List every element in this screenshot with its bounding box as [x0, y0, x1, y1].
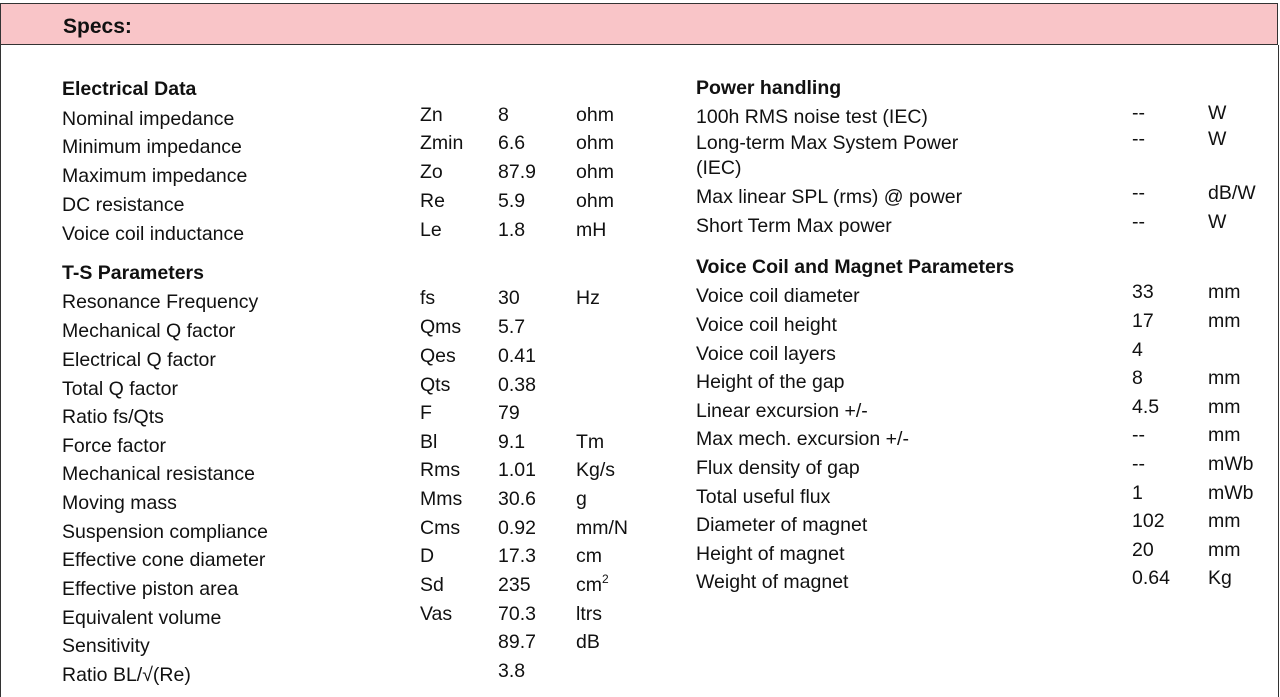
spec-label: Height of magnet: [696, 543, 845, 565]
spec-label: Effective piston area: [62, 578, 239, 600]
spec-value: 30.6: [498, 488, 536, 510]
spec-value: 1.8: [498, 219, 526, 241]
spec-value: 8: [1132, 367, 1143, 389]
spec-symbol: Zmin: [420, 132, 464, 154]
spec-label: Total Q factor: [62, 378, 178, 400]
power-heading: Power handling: [696, 77, 842, 99]
spec-label: Maximum impedance: [62, 165, 248, 187]
spec-value: 0.92: [498, 517, 536, 539]
spec-label: Max mech. excursion +/-: [696, 428, 909, 450]
spec-unit: Tm: [576, 431, 605, 453]
spec-value: 1: [1132, 482, 1143, 504]
spec-value: 89.7: [498, 631, 536, 653]
spec-unit: mm/N: [576, 517, 628, 539]
spec-label: Diameter of magnet: [696, 514, 868, 536]
spec-symbol: Bl: [420, 431, 438, 453]
spec-value: 4.5: [1132, 396, 1160, 418]
spec-value: --: [1132, 182, 1145, 204]
spec-value: 30: [498, 287, 520, 309]
spec-value: 6.6: [498, 132, 526, 154]
spec-symbol: fs: [420, 287, 436, 309]
spec-symbol: Qes: [420, 345, 456, 367]
spec-label: Minimum impedance: [62, 136, 242, 158]
spec-value: 102: [1132, 510, 1165, 532]
spec-symbol: Le: [420, 219, 442, 241]
spec-value: 9.1: [498, 431, 526, 453]
spec-value: 5.9: [498, 190, 526, 212]
spec-label: Effective cone diameter: [62, 549, 266, 571]
spec-value: 33: [1132, 281, 1154, 303]
spec-label: Voice coil diameter: [696, 285, 860, 307]
spec-unit-base: cm: [576, 574, 602, 596]
spec-label: Voice coil height: [696, 314, 837, 336]
spec-unit: mm: [1208, 281, 1241, 303]
spec-unit: Kg: [1208, 567, 1232, 589]
spec-unit: mm: [1208, 367, 1241, 389]
spec-label: Resonance Frequency: [62, 291, 259, 313]
spec-value: 5.7: [498, 316, 526, 338]
spec-unit: W: [1208, 102, 1227, 124]
spec-label: Force factor: [62, 435, 167, 457]
spec-label: Mechanical resistance: [62, 463, 255, 485]
spec-label: Ratio fs/Qts: [62, 406, 164, 428]
spec-value: 87.9: [498, 161, 536, 183]
spec-symbol: Vas: [420, 603, 453, 625]
spec-value: 8: [498, 104, 509, 126]
spec-unit: Hz: [576, 287, 600, 309]
page-title: Specs:: [63, 15, 132, 38]
spec-symbol: Zn: [420, 104, 443, 126]
frame-right-border: [1278, 45, 1279, 697]
spec-symbol: Cms: [420, 517, 461, 539]
spec-label: Short Term Max power: [696, 215, 892, 237]
spec-label: DC resistance: [62, 194, 185, 216]
spec-value: 0.38: [498, 374, 536, 396]
spec-unit: ohm: [576, 132, 614, 154]
spec-label: Sensitivity: [62, 635, 150, 657]
spec-label: Max linear SPL (rms) @ power: [696, 186, 963, 208]
spec-symbol: F: [420, 402, 432, 424]
spec-value: 17: [1132, 310, 1154, 332]
spec-symbol: Mms: [420, 488, 463, 510]
spec-value: --: [1132, 211, 1145, 233]
spec-unit: Kg/s: [576, 459, 616, 481]
spec-value: --: [1132, 453, 1145, 475]
spec-unit: ohm: [576, 161, 614, 183]
spec-label: Nominal impedance: [62, 108, 235, 130]
spec-unit: [576, 574, 609, 596]
spec-value: --: [1132, 424, 1145, 446]
spec-value: 4: [1132, 339, 1143, 361]
spec-symbol: D: [420, 545, 435, 567]
spec-label: Height of the gap: [696, 371, 845, 393]
spec-value: 1.01: [498, 459, 536, 481]
electrical-heading: Electrical Data: [62, 78, 197, 100]
spec-unit: W: [1208, 211, 1227, 233]
spec-label: Long-term Max System Power: [696, 132, 959, 154]
spec-unit: mm: [1208, 510, 1241, 532]
spec-label: Weight of magnet: [696, 571, 849, 593]
spec-unit: mH: [576, 219, 607, 241]
spec-label: Suspension compliance: [62, 521, 268, 543]
spec-unit: mm: [1208, 396, 1241, 418]
spec-symbol: Zo: [420, 161, 443, 183]
spec-symbol: Re: [420, 190, 445, 212]
spec-unit: mm: [1208, 424, 1241, 446]
spec-label: Linear excursion +/-: [696, 400, 868, 422]
spec-unit: mWb: [1208, 453, 1254, 475]
specs-header: [0, 3, 1278, 45]
spec-value: 17.3: [498, 545, 536, 567]
spec-value: 3.8: [498, 660, 526, 682]
spec-unit: cm: [576, 545, 602, 567]
spec-label-continued: (IEC): [696, 157, 742, 179]
spec-symbol: Sd: [420, 574, 444, 596]
spec-value: --: [1132, 102, 1145, 124]
spec-symbol: Rms: [420, 459, 461, 481]
spec-unit: mm: [1208, 310, 1241, 332]
spec-unit: dB/W: [1208, 182, 1256, 204]
spec-label: Voice coil layers: [696, 343, 836, 365]
ts-heading: T-S Parameters: [62, 262, 204, 284]
spec-value: 0.64: [1132, 567, 1170, 589]
spec-label: Moving mass: [62, 492, 177, 514]
spec-unit: ltrs: [576, 603, 602, 625]
spec-symbol: Qts: [420, 374, 451, 396]
spec-value: --: [1132, 128, 1145, 150]
spec-value: 20: [1132, 539, 1154, 561]
spec-label: Voice coil inductance: [62, 223, 245, 245]
spec-label: Electrical Q factor: [62, 349, 216, 371]
frame-left-border: [0, 45, 1, 697]
spec-label: Ratio BL/√(Re): [62, 664, 191, 686]
spec-label: Total useful flux: [696, 486, 831, 508]
spec-unit: ohm: [576, 104, 614, 126]
spec-value: 70.3: [498, 603, 536, 625]
spec-unit-superscript: 2: [602, 572, 609, 586]
spec-unit: dB: [576, 631, 600, 653]
spec-value: 79: [498, 402, 520, 424]
voice-heading: Voice Coil and Magnet Parameters: [696, 256, 1015, 278]
spec-unit: ohm: [576, 190, 614, 212]
spec-label: Mechanical Q factor: [62, 320, 236, 342]
spec-unit: mm: [1208, 539, 1241, 561]
spec-label: Equivalent volume: [62, 607, 222, 629]
spec-value: 0.41: [498, 345, 536, 367]
spec-label: Flux density of gap: [696, 457, 860, 479]
spec-unit: mWb: [1208, 482, 1254, 504]
spec-label: 100h RMS noise test (IEC): [696, 106, 928, 128]
spec-value: 235: [498, 574, 531, 596]
spec-unit: W: [1208, 128, 1227, 150]
spec-symbol: Qms: [420, 316, 462, 338]
spec-unit: g: [576, 488, 587, 510]
